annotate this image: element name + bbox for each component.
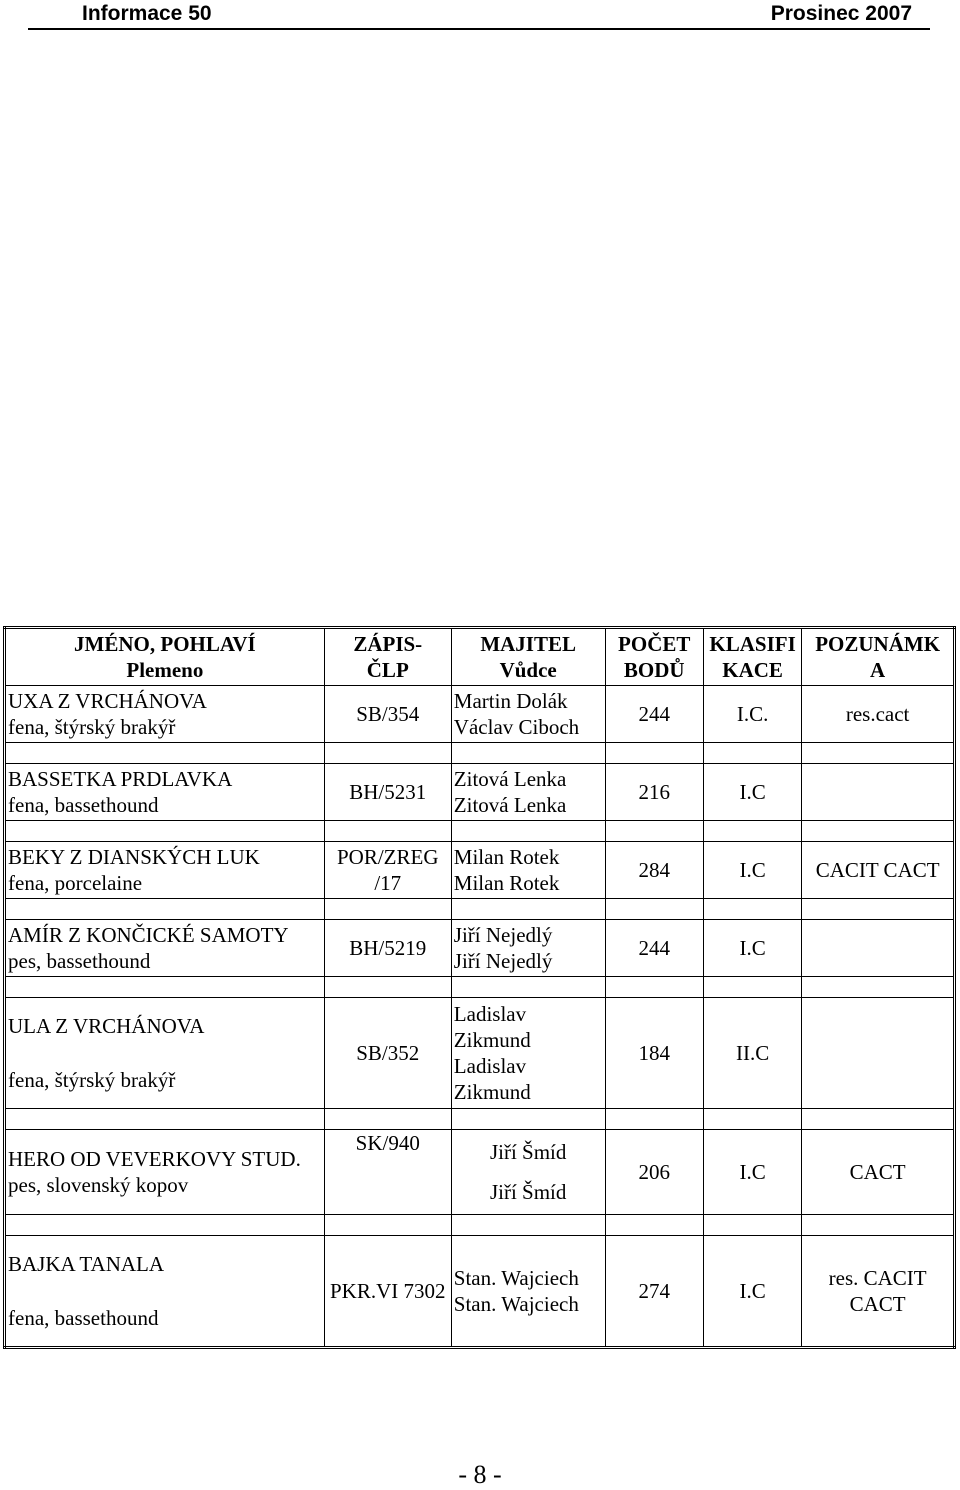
classification: II.C bbox=[703, 998, 801, 1109]
registration: BH/5231 bbox=[324, 764, 451, 821]
dog-breed: pes, bassethound bbox=[8, 949, 151, 973]
dog-cell bbox=[5, 842, 325, 899]
owner-cell bbox=[451, 1130, 605, 1215]
results-table bbox=[3, 626, 956, 1349]
note: CACT bbox=[802, 1130, 955, 1215]
dog-breed: fena, štýrský brakýř bbox=[8, 1068, 176, 1092]
header-rule bbox=[28, 28, 930, 30]
dog-name: AMÍR Z KONČICKÉ SAMOTY bbox=[8, 923, 289, 947]
points: 206 bbox=[605, 1130, 703, 1215]
dog-breed: fena, bassethound bbox=[8, 1306, 159, 1330]
points: 274 bbox=[605, 1236, 703, 1348]
dog-cell bbox=[5, 764, 325, 821]
header-registration: ZÁPIS- ČLP bbox=[324, 628, 451, 686]
classification: I.C bbox=[703, 764, 801, 821]
spacer-row bbox=[5, 1215, 955, 1236]
owner-cell bbox=[451, 686, 605, 743]
owner-cell bbox=[451, 764, 605, 821]
page-number: - 8 - bbox=[458, 1460, 502, 1489]
registration: BH/5219 bbox=[324, 920, 451, 977]
note: res. CACIT CACT bbox=[802, 1236, 955, 1348]
dog-name: ULA Z VRCHÁNOVA bbox=[8, 1014, 205, 1038]
handler: Zitová Lenka bbox=[453, 793, 567, 817]
dog-cell bbox=[5, 1130, 325, 1215]
spacer-row bbox=[5, 743, 955, 764]
note bbox=[802, 764, 955, 821]
spacer-row bbox=[5, 899, 955, 920]
owner: Martin Dolák bbox=[453, 689, 568, 713]
note: res.cact bbox=[802, 686, 955, 743]
classification: I.C bbox=[703, 920, 801, 977]
dog-breed: fena, porcelaine bbox=[8, 871, 143, 895]
owner: Ladislav Zikmund bbox=[453, 1002, 531, 1052]
dog-breed: pes, slovenský kopov bbox=[8, 1173, 189, 1197]
dog-name: UXA Z VRCHÁNOVA bbox=[8, 689, 207, 713]
header-points: POČET BODŮ bbox=[605, 628, 703, 686]
classification: I.C bbox=[703, 842, 801, 899]
handler: Jiří Šmíd bbox=[489, 1180, 567, 1204]
handler: Jiří Nejedlý bbox=[453, 949, 553, 973]
table-row bbox=[5, 764, 955, 821]
dog-breed: fena, štýrský brakýř bbox=[8, 715, 176, 739]
registration: SB/352 bbox=[324, 998, 451, 1109]
owner: Jiří Nejedlý bbox=[453, 923, 553, 947]
dog-name: BASSETKA PRDLAVKA bbox=[8, 767, 233, 791]
page-header bbox=[0, 0, 960, 30]
owner: Stan. Wajciech bbox=[453, 1266, 579, 1290]
dog-name: BEKY Z DIANSKÝCH LUK bbox=[8, 845, 260, 869]
newsletter-issue: Informace 50 bbox=[82, 2, 212, 25]
registration: SK/940 bbox=[324, 1130, 451, 1215]
classification: I.C. bbox=[703, 686, 801, 743]
owner: Jiří Šmíd bbox=[489, 1140, 567, 1164]
table-row bbox=[5, 998, 955, 1109]
table-row bbox=[5, 920, 955, 977]
dog-cell bbox=[5, 1236, 325, 1348]
header-name: JMÉNO, POHLAVÍ Plemeno bbox=[5, 628, 325, 686]
dog-cell bbox=[5, 920, 325, 977]
points: 216 bbox=[605, 764, 703, 821]
classification: I.C bbox=[703, 1236, 801, 1348]
owner: Milan Rotek bbox=[453, 845, 560, 869]
handler: Ladislav Zikmund bbox=[453, 1054, 531, 1104]
dog-cell bbox=[5, 998, 325, 1109]
owner-cell bbox=[451, 842, 605, 899]
dog-name: HERO OD VEVERKOVY STUD. bbox=[8, 1147, 301, 1171]
table-row bbox=[5, 1236, 955, 1348]
points: 244 bbox=[605, 920, 703, 977]
issue-date: Prosinec 2007 bbox=[770, 2, 912, 25]
owner-cell bbox=[451, 1236, 605, 1348]
spacer-row bbox=[5, 821, 955, 842]
handler: Václav Ciboch bbox=[453, 715, 580, 739]
owner: Zitová Lenka bbox=[453, 767, 567, 791]
handler: Stan. Wajciech bbox=[453, 1292, 579, 1316]
registration: POR/ZREG /17 bbox=[324, 842, 451, 899]
owner-cell bbox=[451, 920, 605, 977]
dog-cell bbox=[5, 686, 325, 743]
registration: SB/354 bbox=[324, 686, 451, 743]
note: CACIT CACT bbox=[802, 842, 955, 899]
owner-cell bbox=[451, 998, 605, 1109]
note bbox=[802, 998, 955, 1109]
dog-name: BAJKA TANALA bbox=[8, 1252, 165, 1276]
registration: PKR.VI 7302 bbox=[324, 1236, 451, 1348]
table-row bbox=[5, 842, 955, 899]
header-note: POZUNÁMK A bbox=[802, 628, 955, 686]
handler: Milan Rotek bbox=[453, 871, 560, 895]
points: 244 bbox=[605, 686, 703, 743]
dog-breed: fena, bassethound bbox=[8, 793, 159, 817]
note bbox=[802, 920, 955, 977]
spacer-row bbox=[5, 977, 955, 998]
header-class: KLASIFI KACE bbox=[703, 628, 801, 686]
table-row bbox=[5, 1130, 955, 1215]
spacer-row bbox=[5, 1109, 955, 1130]
header-owner: MAJITEL Vůdce bbox=[451, 628, 605, 686]
points: 184 bbox=[605, 998, 703, 1109]
table-header-row bbox=[5, 628, 955, 686]
classification: I.C bbox=[703, 1130, 801, 1215]
table-row bbox=[5, 686, 955, 743]
points: 284 bbox=[605, 842, 703, 899]
